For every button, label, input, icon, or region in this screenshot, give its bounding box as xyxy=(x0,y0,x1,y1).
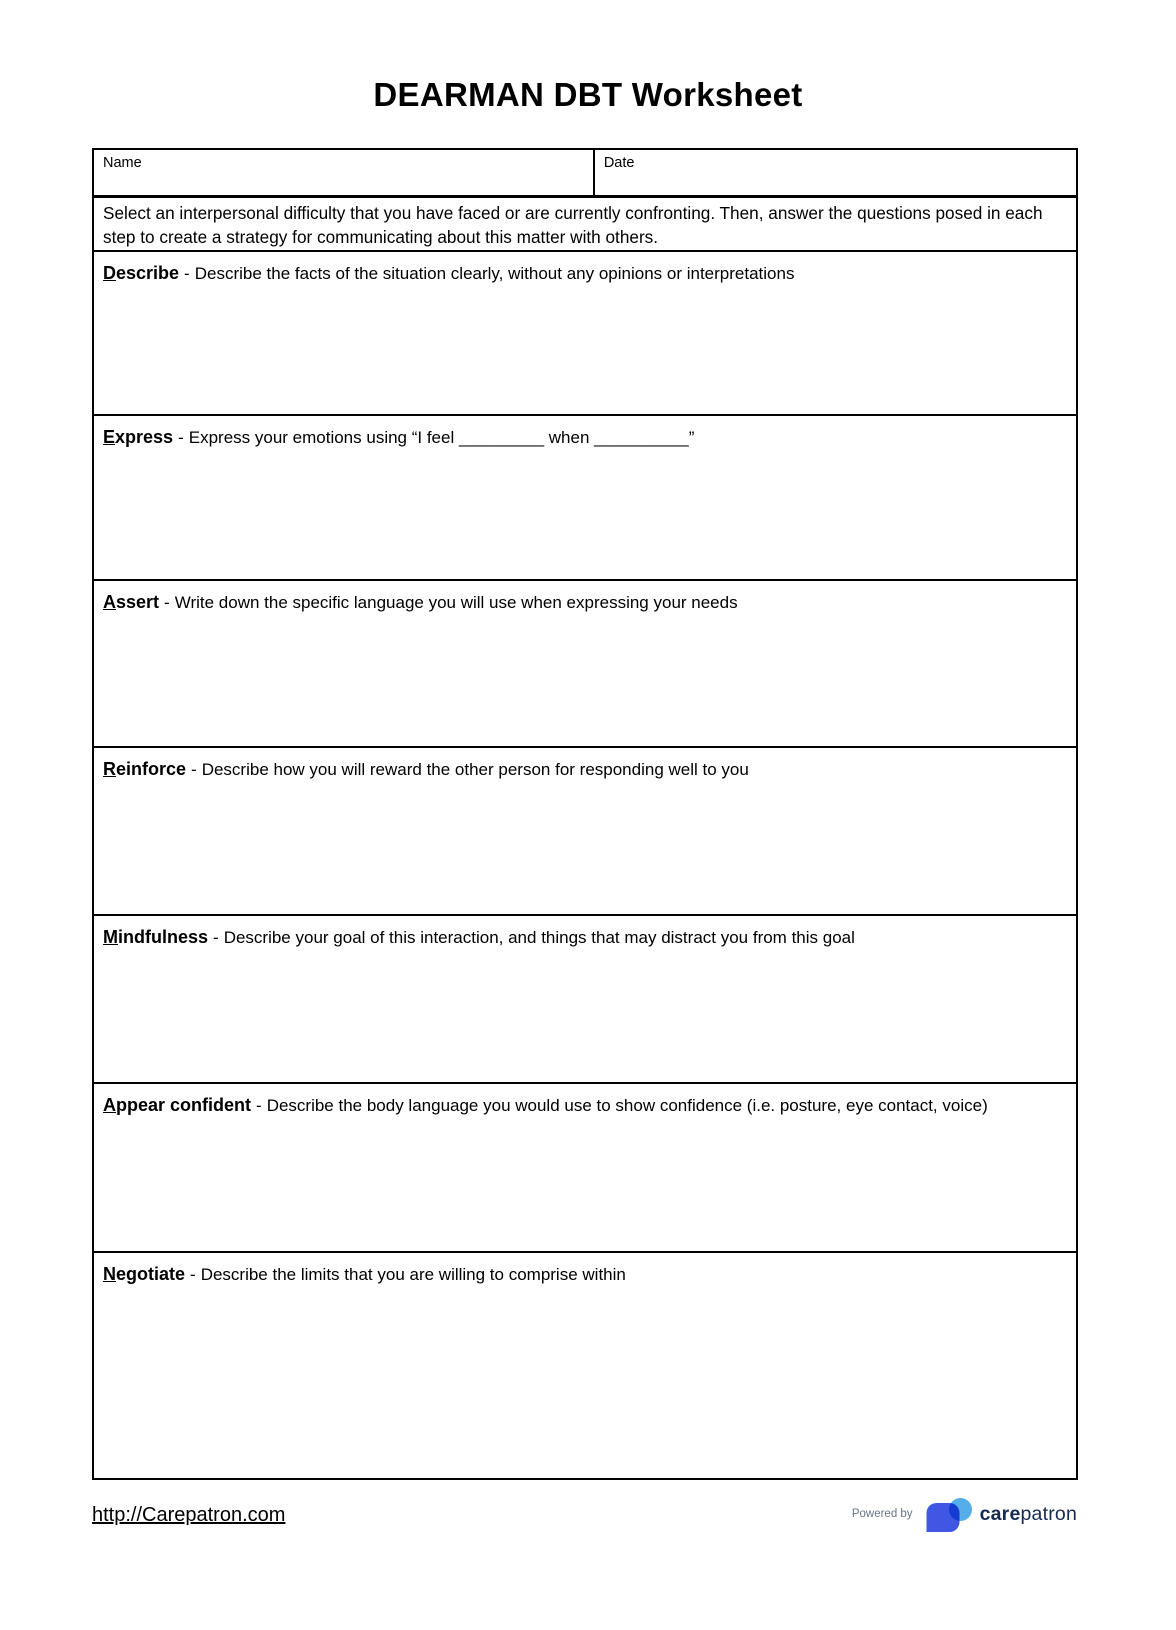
logo-bubble-light xyxy=(949,1498,972,1521)
section-assert-writing-area[interactable] xyxy=(103,615,1067,737)
section-appear-confident-description: Describe the body language you would use to show confidence (i.e. posture, eye contact, voice) xyxy=(266,1096,988,1115)
separator-dash: - xyxy=(256,1096,262,1115)
section-express xyxy=(94,416,1076,581)
section-assert-term: Assert xyxy=(103,592,160,612)
instructions-text: Select an interpersonal difficulty that you have faced or are currently confronting. Then, answer the questions posed in each step to create a strategy for communicating about this matter with others. xyxy=(94,198,1076,252)
section-describe xyxy=(94,252,1076,416)
worksheet-table xyxy=(92,148,1078,1480)
date-field-label: Date xyxy=(603,155,635,171)
separator-dash: - xyxy=(164,593,170,612)
section-mindfulness-header xyxy=(103,925,1067,950)
section-describe-term: Describe xyxy=(103,263,180,283)
section-negotiate-writing-area[interactable] xyxy=(103,1287,1067,1469)
powered-by-label: Powered by xyxy=(851,1508,913,1520)
separator-dash: - xyxy=(191,760,197,779)
separator-dash: - xyxy=(213,928,219,947)
section-assert xyxy=(94,581,1076,748)
name-field-label: Name xyxy=(103,155,142,171)
section-reinforce-writing-area[interactable] xyxy=(103,782,1067,905)
section-appear-confident-writing-area[interactable] xyxy=(103,1118,1067,1242)
date-input-area[interactable] xyxy=(595,150,1076,195)
section-negotiate xyxy=(94,1253,1076,1478)
section-express-header xyxy=(103,425,1067,450)
section-appear-confident-term: Appear confident xyxy=(103,1095,252,1115)
carepatron-logo-icon xyxy=(926,1496,973,1533)
section-negotiate-term: Negotiate xyxy=(103,1264,186,1284)
section-express-description: Express your emotions using “I feel _________ when __________” xyxy=(188,428,695,447)
section-mindfulness xyxy=(94,916,1076,1084)
separator-dash: - xyxy=(190,1265,196,1284)
section-mindfulness-writing-area[interactable] xyxy=(103,950,1067,1073)
section-reinforce-description: Describe how you will reward the other person for responding well to you xyxy=(201,760,749,779)
brand-text-care: care xyxy=(979,1502,1021,1525)
section-negotiate-description: Describe the limits that you are willing to comprise within xyxy=(200,1265,626,1284)
section-mindfulness-description: Describe your goal of this interaction, and things that may distract you from this goal xyxy=(223,928,855,947)
section-describe-writing-area[interactable] xyxy=(103,286,1067,405)
page-title: DEARMAN DBT Worksheet xyxy=(373,76,803,113)
name-date-row xyxy=(94,150,1076,198)
section-reinforce-term: Reinforce xyxy=(103,759,187,779)
name-input-area[interactable] xyxy=(94,150,595,195)
section-mindfulness-term: Mindfulness xyxy=(103,927,209,947)
section-assert-description: Write down the specific language you will use when expressing your needs xyxy=(174,593,738,612)
section-assert-header xyxy=(103,590,1067,615)
section-appear-confident xyxy=(94,1084,1076,1253)
brand-text-patron: patron xyxy=(1020,1502,1077,1525)
separator-dash: - xyxy=(184,264,190,283)
footer-link[interactable]: http://Carepatron.com xyxy=(92,1504,286,1526)
section-reinforce xyxy=(94,748,1076,916)
separator-dash: - xyxy=(178,428,184,447)
carepatron-wordmark xyxy=(980,1503,1077,1526)
section-express-writing-area[interactable] xyxy=(103,450,1067,570)
section-reinforce-header xyxy=(103,757,1067,782)
section-describe-description: Describe the facts of the situation clearly, without any opinions or interpretations xyxy=(194,264,795,283)
powered-by-block xyxy=(852,1494,1077,1534)
section-appear-confident-header xyxy=(103,1093,1067,1118)
section-negotiate-header xyxy=(103,1262,1067,1287)
section-describe-header xyxy=(103,261,1067,286)
section-express-term: Express xyxy=(103,427,174,447)
